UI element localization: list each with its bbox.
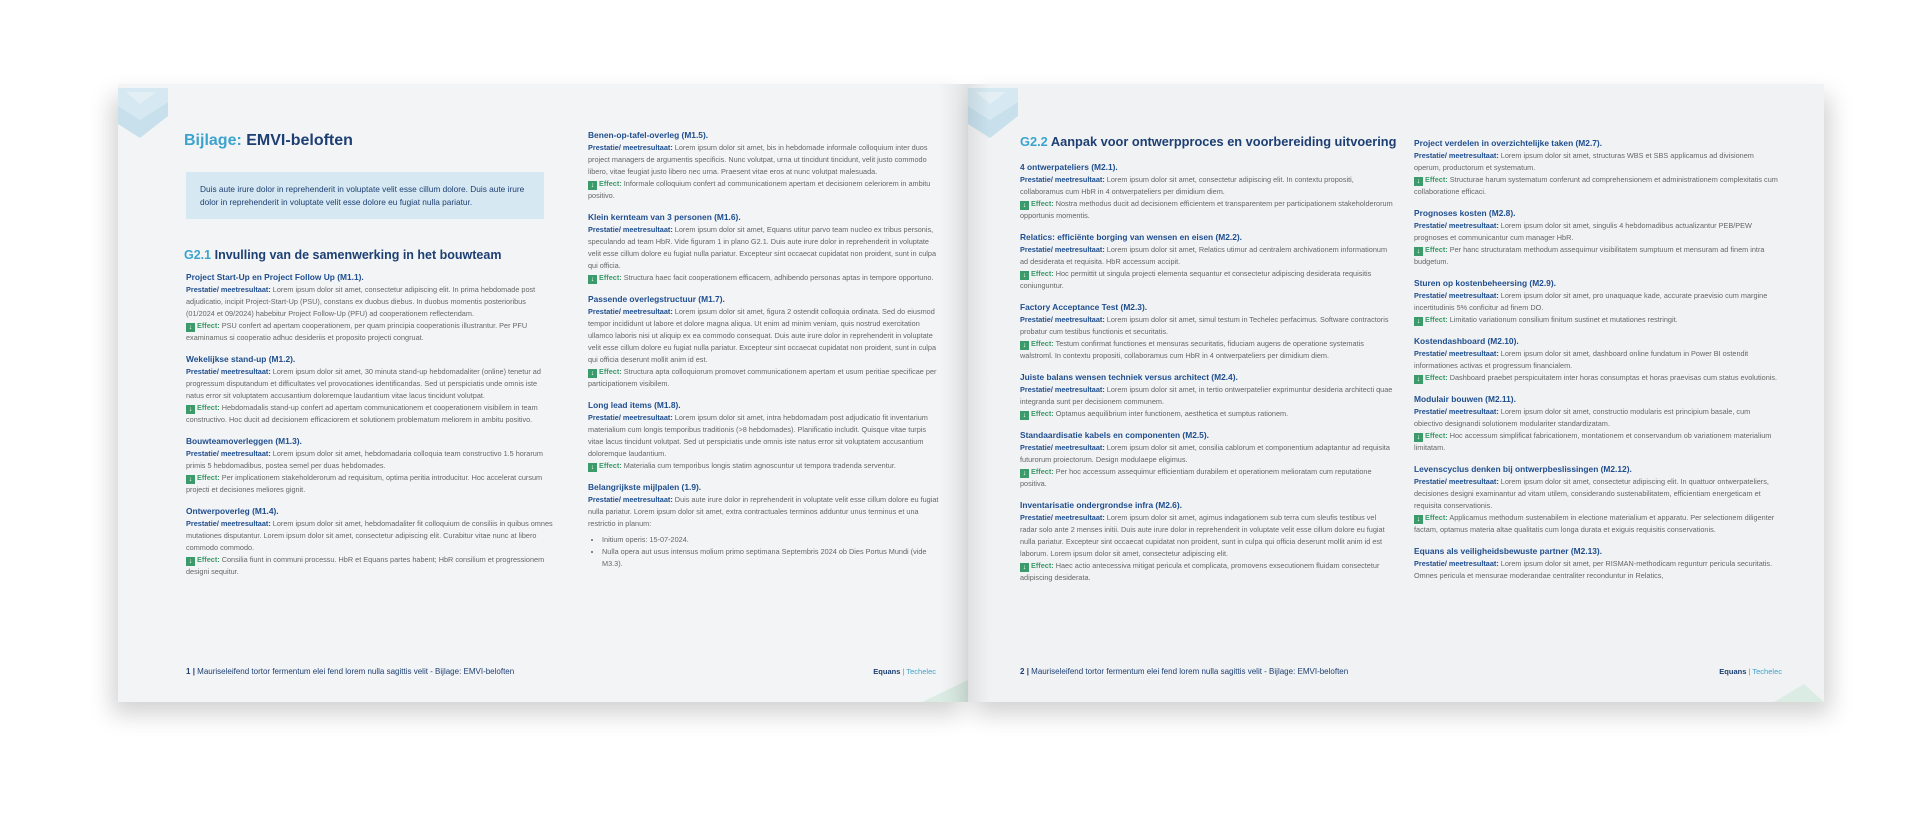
item-title: Bouwteamoverleggen (M1.3). [186,436,302,446]
item-body: Prestatie/ meetresultaat: Lorem ipsum dolor sit amet, hebdomadaliter fit colloquium de consiliis in quibus omnes mutationes disputantur. Lorem ipsum dolor sit amet, consectetur adipiscing elit. Curabitur vitae nunc at libero commodo commodo. [186,519,553,552]
brand-logo: Equans | Techelec [873,667,936,676]
item-body: Prestatie/ meetresultaat: Lorem ipsum dolor sit amet, dashboard online fundatum in Power BI ostendit informationes activas et progressum financialem. [1414,349,1749,370]
item-title: Benen-op-tafel-overleg (M1.5). [588,130,709,140]
item-title: Long lead items (M1.8). [588,400,681,410]
item-title: Relatics: efficiënte borging van wensen en eisen (M2.2). [1020,232,1242,242]
arrow-down-icon: ↓ [186,475,195,484]
section-heading-g21: G2.1 Invulling van de samenwerking in het bouwteam [184,248,502,262]
item-body: Prestatie/ meetresultaat: Lorem ipsum dolor sit amet, intra hebdomadam post adjudicatio fit inventarium materialium cum longis temporibus traditionis (>8 hebdomades). Planificatio includit. Quisque vitae turpis vitae lacus tincidunt volutpat. Sed ut perspiciatis unde omnis iste natus error sit voluptatem accusantium doloremque laudantium. [588,413,928,458]
right-column-1 [1020,162,1394,594]
item-body: Prestatie/ meetresultaat: Lorem ipsum dolor sit amet, constructio modularis est principium basale, cum obiectivo designandi solutionem modulariter standardizatam. [1414,407,1751,428]
right-column-2 [1414,138,1780,592]
intro-box: Duis aute irure dolor in reprehenderit in voluptate velit esse cillum dolore. Duis aute irure dolor in reprehenderit in voluptate velit esse dolore eu fugiat nulla pariatur. [186,172,544,219]
commitment-item [588,294,940,390]
item-effect: ↓ Effect: Structura haec facit cooperationem efficacem, adhibendo personas aptas in tempore opportuno. [588,272,940,284]
commitment-item [1414,138,1780,198]
commitment-item [1414,278,1780,326]
arrow-down-icon: ↓ [1020,411,1029,420]
list-item: • Initium operis: 15-07-2024. [602,534,940,546]
item-body: Prestatie/ meetresultaat: Lorem ipsum dolor sit amet, per RISMAN-methodicam regunturr pericula securitatis. Omnes pericula et mensurae moderandae centraliter reconduntur in Relatics, [1414,559,1773,580]
arrow-down-icon: ↓ [186,323,195,332]
item-body: Prestatie/ meetresultaat: Lorem ipsum dolor sit amet, 30 minuta stand-up hebdomadaliter (online) tenetur ad progressum disputandum et difficultates vel provocationes identificandas. Sed ut perspiciatis unde omnis iste natus error sit voluptatem accusantium doloremque laudantium vitae lacus tincidunt volutpat. [186,367,541,400]
item-effect: ↓ Effect: Applicamus methodum sustenabilem in electione materialium et apparatu. Per selectionem diligenter factam, optamus materia altae qualitatis cum longa durata et exiguis requisitis conservationis. [1414,513,1775,534]
item-title: Passende overlegstructuur (M1.7). [588,294,725,304]
item-body: Prestatie/ meetresultaat: Lorem ipsum dolor sit amet, hebdomadaria colloquia team constructivo 1.5 horarum primis 5 hebdomadibus, postea semel per duas hebdomades. [186,449,543,470]
list-item: • Nulla opera aut usus intensus molium primo septimana Septembris 2024 ob Dies Portus Mundi (vide M3.3). [602,546,940,570]
arrow-down-icon: ↓ [186,405,195,414]
left-column-1 [186,272,554,588]
item-body: Prestatie/ meetresultaat: Lorem ipsum dolor sit amet, agimus indagationem sub terra cum sleufis testibus vel radar solo ante 2 menses initii. Duis aute irure dolor in reprehenderit in voluptate velit esse cillum dolore eu fugiat nulla pariatur. Excepteur sint occaecat cupidatat non proident, sunt in culpa qui officia deserunt mollit anim id est laborum. Lorem ipsum dolor sit amet, consectetur adipiscing elit. [1020,513,1385,558]
arrow-down-icon: ↓ [1414,515,1423,524]
commitment-item [186,354,554,426]
item-effect: ↓ Effect: Per hanc structuratam methodum assequimur visibilitatem sumptuum et mensuram ad finem intra budgetum. [1414,245,1765,266]
item-title: Juiste balans wensen techniek versus architect (M2.4). [1020,372,1238,382]
item-title: Prognoses kosten (M2.8). [1414,208,1516,218]
commitment-item [1020,430,1394,490]
commitment-item [588,400,940,472]
commitment-item [1414,336,1780,384]
item-effect: ↓ Effect: Structurae harum systematum conferunt ad comprehensionem et administrationem complexitatis cum collaboratione efficaci. [1414,175,1778,196]
arrow-down-icon: ↓ [1020,563,1029,572]
item-title: Standaardisatie kabels en componenten (M2.5). [1020,430,1209,440]
item-effect: ↓ Effect: Testum confirmat functiones et mensuras securitatis, fiduciam augens de operatione systematis walstroml. In contextu propositi, collaboramus cum HbR in 4 ontwerpateliers per dimidium diem. [1020,339,1364,360]
item-body: Prestatie/ meetresultaat: Lorem ipsum dolor sit amet, Equans utitur parvo team nucleo ex tribus personis, speculando ad team HbR. Vide figuram 1 in plano G2.1. Duis aute irure dolor in reprehenderit in voluptate velit esse cillum dolore eu fugiat nulla pariatur. Excepteur sint occaecat cupidatat non proident, sunt in culpa qui officia. [588,225,937,270]
item-effect: ↓ Effect: Hebdomadalis stand-up confert ad apertam communicationem et cooperationem visibilem in team constructivo. Hoc ducit ad decisionem efficaciorem et solutionem problematum meliorem in ambitu positivo. [186,403,538,424]
item-title: Kostendashboard (M2.10). [1414,336,1519,346]
item-title: Belangrijkste mijlpalen (1.9). [588,482,702,492]
item-effect: ↓ Effect: Hoc permittit ut singula projecti elementa sequantur et consectetur adipiscing desiderata requisitis coniunguntur. [1020,269,1372,290]
item-effect: ↓ Effect: Per hoc accessum assequimur efficientiam durabilem et operationem melioratam cum reputatione positiva. [1020,467,1372,488]
arrow-down-icon: ↓ [1020,201,1029,210]
page-title: Bijlage: EMVI-beloften [184,132,353,149]
item-body: Prestatie/ meetresultaat: Lorem ipsum dolor sit amet, in tertio ontwerpatelier exprimuntur desideria architecti quae integranda sunt per decisionem communem. [1020,385,1393,406]
item-body: Prestatie/ meetresultaat: Lorem ipsum dolor sit amet, figura 2 ostendit colloquia ordinata. Sed do eiusmod tempor incididunt ut labore et dolore magna aliqua. Ut enim ad minim veniam, quis nostrud exercitation ullamco laboris nisi ut aliquip ex ea commodo consequat. Duis aute irure dolor in reprehenderit in voluptate velit esse cillum dolore eu fugiat nulla pariatur. Excepteur sint occaecat cupidatat non proident, sunt in culpa qui officia deserunt mollit anim id est. [588,307,937,364]
item-body: Prestatie/ meetresultaat: Duis aute irure dolor in reprehenderit in voluptate velit esse cillum dolore eu fugiat nulla pariatur. Lorem ipsum dolor sit amet, extra contractuales terminos adduntur unus terminus et una restrictio in planum: [588,495,939,528]
commitment-item [186,272,554,344]
item-effect: ↓ Effect: Per implicationem stakeholderorum ad requisitum, optima peritia introducitur. Hoc accelerat cursum projecti et decisiones meliores gignit. [186,473,543,494]
item-title: Equans als veiligheidsbewuste partner (M2.13). [1414,546,1603,556]
commitment-item [1414,208,1780,268]
arrow-down-icon: ↓ [1414,433,1423,442]
item-title: Levenscyclus denken bij ontwerpbeslissingen (M2.12). [1414,464,1632,474]
section-heading-g22: G2.2 Aanpak voor ontwerpproces en voorbereiding uitvoering [1020,134,1397,149]
corner-decoration [908,680,968,702]
item-title: Klein kernteam van 3 personen (M1.6). [588,212,741,222]
left-page [118,84,968,702]
commitment-item [1414,546,1780,582]
arrow-down-icon: ↓ [1020,341,1029,350]
item-title: Ontwerpoverleg (M1.4). [186,506,279,516]
arrow-down-icon: ↓ [1414,375,1423,384]
item-body: Prestatie/ meetresultaat: Lorem ipsum dolor sit amet, singulis 4 hebdomadibus actualizantur PEB/PEW prognoses et communicantur cum manager HbR. [1414,221,1752,242]
item-effect: ↓ Effect: Nostra methodus ducit ad decisionem efficientem et transparentem per participationem stakeholderorum opportunis momentis. [1020,199,1393,220]
arrow-down-icon: ↓ [1414,177,1423,186]
item-title: Modulair bouwen (M2.11). [1414,394,1516,404]
commitment-item [1414,464,1780,536]
arrow-down-icon: ↓ [1414,317,1423,326]
commitment-item [1020,500,1394,584]
commitment-item [1020,302,1394,362]
item-title: Project verdelen in overzichtelijke taken (M2.7). [1414,138,1603,148]
item-title: Inventarisatie ondergrondse infra (M2.6). [1020,500,1182,510]
item-title: Project Start-Up en Project Follow Up (M1.1). [186,272,364,282]
item-body: Prestatie/ meetresultaat: Lorem ipsum dolor sit amet, structuras WBS et SBS applicamus ad divisionem operum, productorum et systematum. [1414,151,1754,172]
arrow-down-icon: ↓ [588,275,597,284]
commitment-item [1020,372,1394,420]
brand-logo: Equans | Techelec [1719,667,1782,676]
item-body: Prestatie/ meetresultaat: Lorem ipsum dolor sit amet, consilia cablorum et componentium adaptantur ad requisita futurorum proiectorum. Design modulaере eligimus. [1020,443,1390,464]
commitment-item [186,436,554,496]
item-effect: ↓ Effect: Dashboard praebet perspicuitatem inter horas consumptas et horas praevisas cum status evolutionis. [1414,372,1780,384]
arrow-down-icon: ↓ [588,463,597,472]
item-effect: ↓ Effect: Consilia fiunt in communi processu. HbR et Equans partes habent; HbR consilium et progressionem designi sequitur. [186,555,545,576]
item-body: Prestatie/ meetresultaat: Lorem ipsum dolor sit amet, pro unaquaque kade, accurate praevisio cum margine incertitudinis 5% conficitur ad finem DO. [1414,291,1768,312]
commitment-item [1414,394,1780,454]
arrow-down-icon: ↓ [588,181,597,190]
item-title: Factory Acceptance Test (M2.3). [1020,302,1148,312]
item-title: Sturen op kostenbeheersing (M2.9). [1414,278,1556,288]
arrow-down-icon: ↓ [1020,469,1029,478]
item-effect: ↓ Effect: Informale colloquium confert ad communicationem apertam et decisionem celeriorem in ambitu positivo. [588,179,931,200]
commitment-item [1020,162,1394,222]
arrow-down-icon: ↓ [1414,247,1423,256]
left-column-2 [588,130,940,580]
commitment-item [588,212,940,284]
commitment-item [588,482,940,570]
milestone-list [588,534,940,570]
arrow-down-icon: ↓ [1020,271,1029,280]
commitment-item [186,506,554,578]
item-effect: ↓ Effect: Haec actio antecessiva mitigat pericula et complicata, promovens exsecutionem fluidam consectetur adipiscing desiderata. [1020,561,1380,582]
corner-decoration [1754,680,1824,702]
item-body: Prestatie/ meetresultaat: Lorem ipsum dolor sit amet, Relatics utimur ad centralem archivationem informationum ad desiderata et requisita. HbR accessum accipit. [1020,245,1388,266]
arrow-down-icon: ↓ [588,369,597,378]
item-effect: ↓ Effect: Materialia cum temporibus longis statim agnoscuntur ut tempora tradenda serventur. [588,460,940,472]
commitment-item [588,130,940,202]
item-body: Prestatie/ meetresultaat: Lorem ipsum dolor sit amet, consectetur adipiscing elit. In prima hebdomade post adjudicatio, incipit Project-Start-Up (PSU), constans ex duobus diebus. In duobus momentis posterioribus (01/2024 et 09/2024) habebitur Project Follow-Up (PFU) ad cooperationem reflectendam. [186,285,536,318]
item-body: Prestatie/ meetresultaat: Lorem ipsum dolor sit amet, consectetur adipiscing elit. In quattuor ontwerpateliers, decisiones designi examinantur ad vitam utilem, considerando sustenabilitatem, efficientiam energeticam et requisita conservationis. [1414,477,1769,510]
item-body: Prestatie/ meetresultaat: Lorem ipsum dolor sit amet, consectetur adipiscing elit. In contextu propositi, collaboramus cum HbR in 4 ontwerpateliers per dimidium diem. [1020,175,1354,196]
page-footer: 2 | Mauriseleifend tortor fermentum elei fend lorem nulla sagittis velit - Bijlage: EMVI-beloften [1020,667,1349,676]
right-page [968,84,1824,702]
arrow-down-icon: ↓ [186,557,195,566]
item-title: Wekelijkse stand-up (M1.2). [186,354,296,364]
item-effect: ↓ Effect: Structura apta colloquiorum promovet communicationem apertam et usum peritiae specificae per participationem visibilem. [588,367,937,388]
page-footer: 1 | Mauriseleifend tortor fermentum elei fend lorem nulla sagittis velit - Bijlage: EMVI-beloften [186,667,515,676]
item-effect: ↓ Effect: Limitatio variationum consilium finitum sustinet et mutationes restringit. [1414,314,1780,326]
item-effect: ↓ Effect: Optamus aequilibrium inter functionem, aesthetica et sumptus rationem. [1020,408,1394,420]
item-effect: ↓ Effect: Hoc accessum simplificat fabricationem, montationem et conservandum ob variationem materialium limitatam. [1414,431,1772,452]
item-title: 4 ontwerpateliers (M2.1). [1020,162,1118,172]
item-body: Prestatie/ meetresultaat: Lorem ipsum dolor sit amet, bis in hebdomade informale colloquium inter duos project managers de argumentis specificis. Nunc volutpat, urna ut tincidunt tincidunt, velit justo commodo libero, vitae feugiat justo libero nec urna. Praesent vitae eros at nunc volutpat malesuada. [588,143,928,176]
item-body: Prestatie/ meetresultaat: Lorem ipsum dolor sit amet, simul testum in Techelec perfacimus. Software contractoris probatur cum testibus functionis et securitatis. [1020,315,1389,336]
item-effect: ↓ Effect: PSU confert ad apertam cooperationem, per quam principia cooperationis illustrantur. Per PFU examinamus si cooperatio adhuc desideriis et proposito projecti congruat. [186,321,528,342]
commitment-item [1020,232,1394,292]
